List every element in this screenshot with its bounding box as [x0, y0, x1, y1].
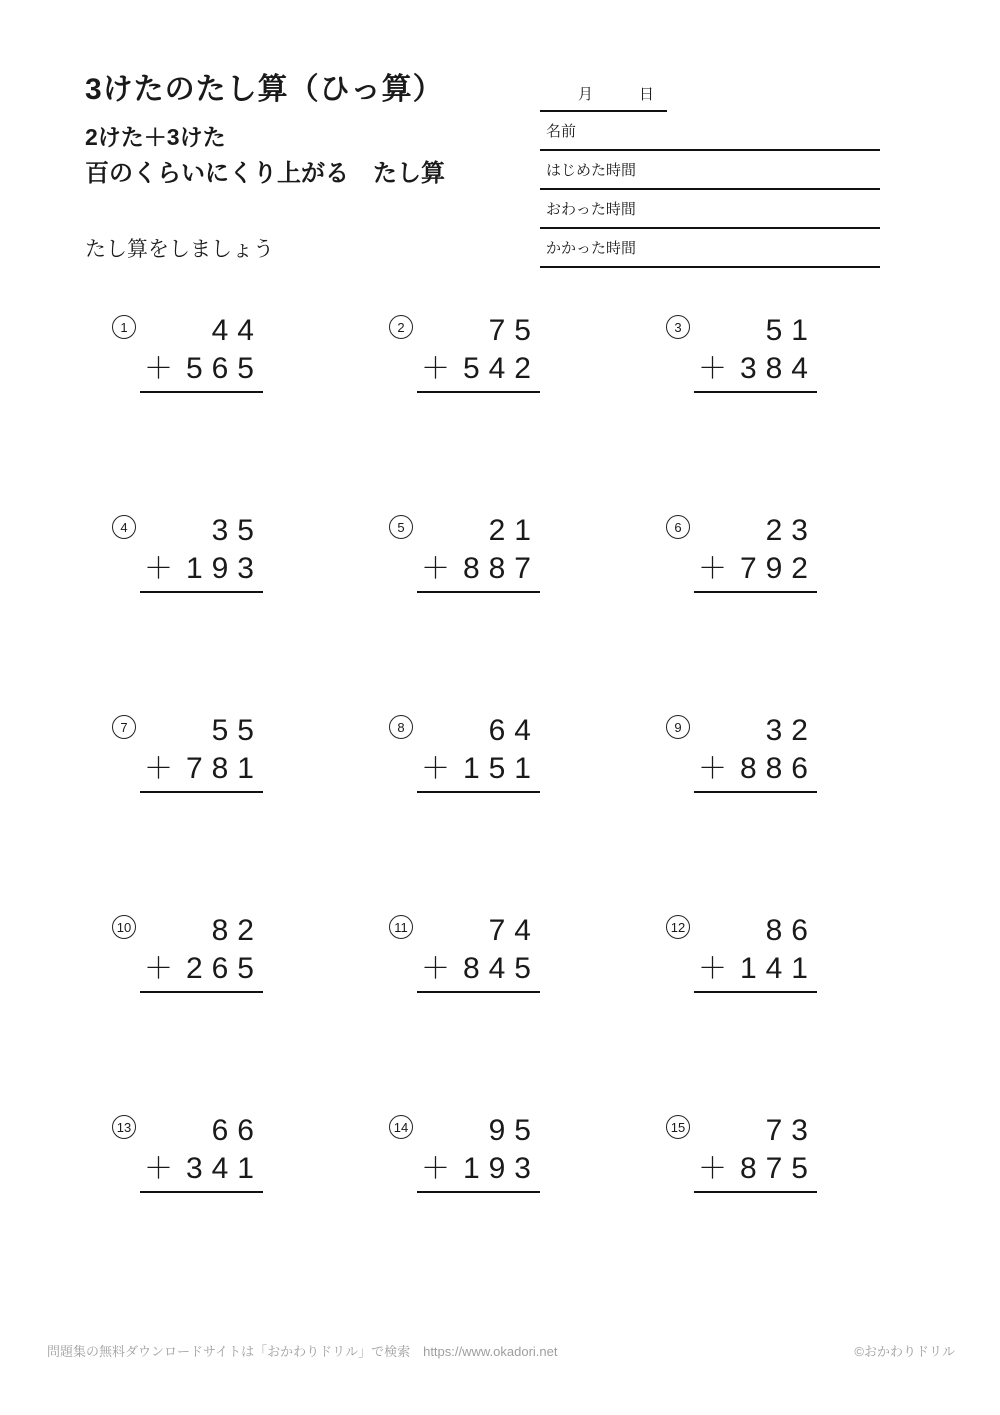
top-operand: 86	[765, 914, 817, 947]
plus-sign: ＋	[421, 353, 451, 385]
bottom-operand: 265	[185, 952, 263, 985]
problem-9	[674, 712, 817, 912]
bottom-operand: 887	[462, 552, 540, 585]
plus-sign: ＋	[698, 353, 728, 385]
subtitle-digit-pattern: 2けた＋3けた	[85, 124, 226, 150]
plus-sign: ＋	[144, 353, 174, 385]
student-info-box	[540, 80, 880, 268]
top-operand: 75	[488, 314, 540, 347]
problem-number: 3	[666, 315, 690, 339]
bottom-operand: 565	[185, 352, 263, 385]
problem-15	[670, 1112, 817, 1312]
plus-sign: ＋	[698, 953, 728, 985]
end-time-field[interactable]	[540, 190, 880, 229]
plus-sign: ＋	[421, 1153, 451, 1185]
bottom-operand: 341	[185, 1152, 263, 1185]
answer-line[interactable]	[694, 991, 817, 993]
top-operand: 82	[211, 914, 263, 947]
instruction-text: たし算をしましょう	[85, 238, 274, 261]
plus-sign: ＋	[144, 1153, 174, 1185]
date-field[interactable]	[540, 80, 667, 112]
worksheet-title: 3けたのたし算（ひっ算）	[85, 73, 444, 106]
answer-line[interactable]	[140, 391, 263, 393]
answer-line[interactable]	[140, 991, 263, 993]
problem-5	[397, 512, 540, 712]
problem-3	[674, 312, 817, 512]
problem-8	[397, 712, 540, 912]
top-operand: 95	[488, 1114, 540, 1147]
plus-sign: ＋	[144, 553, 174, 585]
answer-line[interactable]	[140, 791, 263, 793]
answer-line[interactable]	[417, 991, 540, 993]
problems-grid	[116, 312, 817, 1312]
problem-13	[116, 1112, 263, 1312]
top-operand: 64	[488, 714, 540, 747]
footer-site-text: 問題集の無料ダウンロードサイトは「おかわりドリル」で検索 https://www.okadori.net	[47, 1344, 558, 1359]
name-field-label: 名前	[546, 123, 577, 140]
plus-sign: ＋	[144, 753, 174, 785]
answer-line[interactable]	[417, 791, 540, 793]
problem-number: 13	[112, 1115, 136, 1139]
problem-number: 4	[112, 515, 136, 539]
problem-11	[394, 912, 540, 1112]
start-time-field[interactable]	[540, 151, 880, 190]
top-operand: 23	[765, 514, 817, 547]
answer-line[interactable]	[140, 591, 263, 593]
bottom-operand: 886	[739, 752, 817, 785]
problem-14	[393, 1112, 540, 1312]
bottom-operand: 141	[739, 952, 817, 985]
subtitle-carry-type: 百のくらいにくり上がる たし算	[85, 160, 445, 187]
date-day-label: 日	[639, 86, 655, 103]
bottom-operand: 384	[739, 352, 817, 385]
problem-number: 5	[389, 515, 413, 539]
answer-line[interactable]	[694, 391, 817, 393]
name-field[interactable]	[540, 112, 880, 151]
answer-line[interactable]	[694, 591, 817, 593]
bottom-operand: 781	[185, 752, 263, 785]
start-time-label: はじめた時間	[546, 162, 637, 179]
date-month-label: 月	[578, 86, 594, 103]
top-operand: 51	[765, 314, 817, 347]
bottom-operand: 875	[739, 1152, 817, 1185]
problem-4	[120, 512, 263, 712]
end-time-label: おわった時間	[546, 201, 636, 218]
top-operand: 35	[211, 514, 263, 547]
plus-sign: ＋	[698, 553, 728, 585]
plus-sign: ＋	[698, 1153, 728, 1185]
bottom-operand: 151	[462, 752, 540, 785]
top-operand: 32	[765, 714, 817, 747]
problem-number: 14	[389, 1115, 413, 1139]
problem-number: 15	[666, 1115, 690, 1139]
top-operand: 73	[765, 1114, 817, 1147]
problem-12	[670, 912, 817, 1112]
answer-line[interactable]	[417, 591, 540, 593]
problem-2	[397, 312, 540, 512]
problem-number: 2	[389, 315, 413, 339]
bottom-operand: 792	[739, 552, 817, 585]
bottom-operand: 193	[462, 1152, 540, 1185]
answer-line[interactable]	[694, 1191, 817, 1193]
top-operand: 74	[488, 914, 540, 947]
problem-1	[120, 312, 263, 512]
problem-number: 1	[112, 315, 136, 339]
problem-number: 8	[389, 715, 413, 739]
plus-sign: ＋	[421, 553, 451, 585]
top-operand: 55	[211, 714, 263, 747]
problem-number: 11	[389, 915, 413, 939]
top-operand: 44	[211, 314, 263, 347]
plus-sign: ＋	[421, 753, 451, 785]
answer-line[interactable]	[417, 1191, 540, 1193]
elapsed-time-label: かかった時間	[546, 240, 637, 257]
answer-line[interactable]	[140, 1191, 263, 1193]
elapsed-time-field[interactable]	[540, 229, 880, 268]
plus-sign: ＋	[144, 953, 174, 985]
bottom-operand: 542	[462, 352, 540, 385]
plus-sign: ＋	[698, 753, 728, 785]
footer-copyright: ©おかわりドリル	[854, 1344, 955, 1359]
problem-7	[120, 712, 263, 912]
problem-number: 6	[666, 515, 690, 539]
bottom-operand: 845	[462, 952, 540, 985]
problem-6	[674, 512, 817, 712]
problem-10	[116, 912, 263, 1112]
answer-line[interactable]	[417, 391, 540, 393]
plus-sign: ＋	[421, 953, 451, 985]
bottom-operand: 193	[185, 552, 263, 585]
top-operand: 66	[211, 1114, 263, 1147]
answer-line[interactable]	[694, 791, 817, 793]
top-operand: 21	[488, 514, 540, 547]
problem-number: 12	[666, 915, 690, 939]
problem-number: 10	[112, 915, 136, 939]
problem-number: 7	[112, 715, 136, 739]
problem-number: 9	[666, 715, 690, 739]
